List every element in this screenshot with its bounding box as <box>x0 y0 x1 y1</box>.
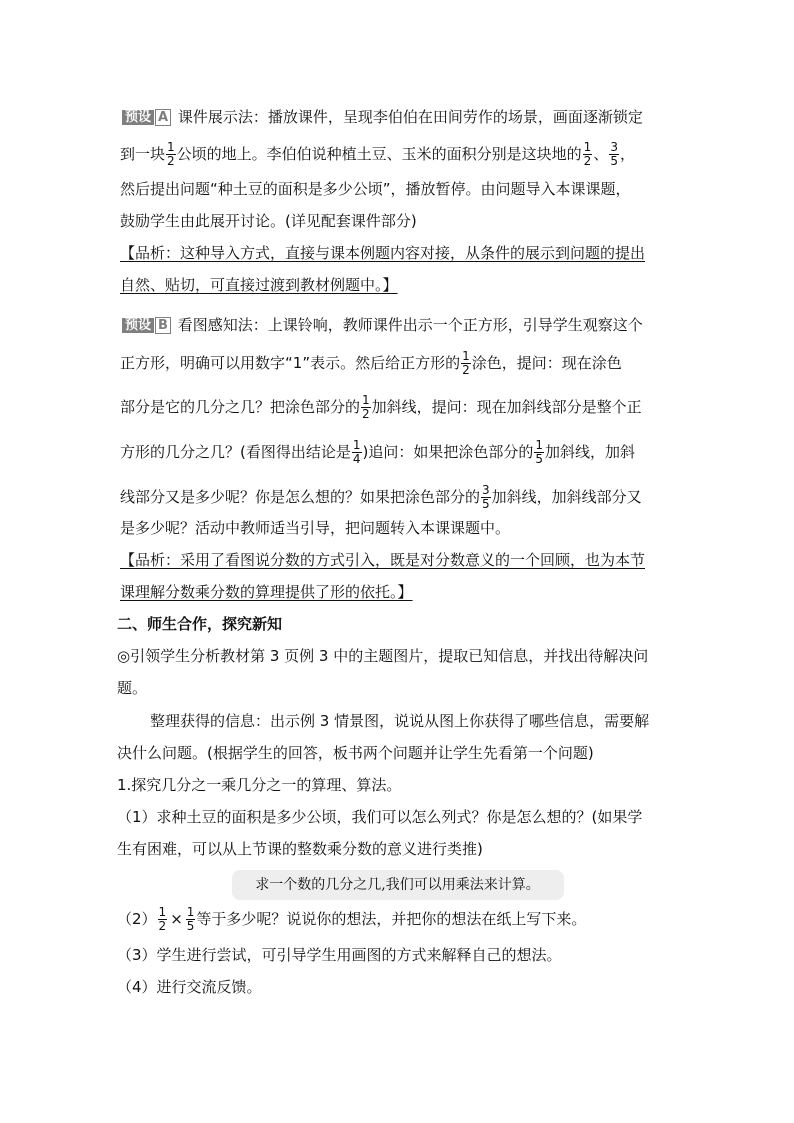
text: 二、师生合作，探究新知 <box>117 615 283 633</box>
preset-b-line-6 <box>120 518 510 538</box>
fraction <box>352 439 362 466</box>
denominator: 2 <box>462 363 470 377</box>
denominator: 5 <box>610 154 618 168</box>
paragraph-1-line-1 <box>117 646 648 666</box>
text: 正方形，明确可以用数字“1”表示。然后给正方形的 <box>120 354 461 372</box>
preset-b-line-4 <box>120 439 635 466</box>
fraction <box>361 394 371 421</box>
numerator: 1 <box>583 140 592 154</box>
text: 、 <box>593 145 609 163</box>
sub-item-3 <box>117 945 562 965</box>
preset-label: 预设 <box>122 318 154 333</box>
preset-b-line-2 <box>120 350 622 377</box>
fraction <box>609 141 619 168</box>
sub-item-1-line-2 <box>117 839 483 859</box>
text: 题。 <box>117 679 148 697</box>
preset-b-line-3 <box>120 394 642 421</box>
denominator: 4 <box>352 452 361 466</box>
numerator: 1 <box>535 438 543 452</box>
preset-letter: A <box>155 109 171 126</box>
numerator: 1 <box>462 349 470 363</box>
denominator: 5 <box>535 452 543 466</box>
text: 线部分又是多少呢？你是怎么想的？如果把涂色部分的 <box>120 488 481 506</box>
denominator: 2 <box>158 919 167 933</box>
text: 等于多少呢？说说你的想法，并把你的想法在纸上写下来。 <box>196 910 587 928</box>
sub-item-1-line-1 <box>117 807 642 827</box>
fraction <box>481 484 491 511</box>
preset-b-line-5 <box>120 484 642 511</box>
text: （4）进行交流反馈。 <box>117 978 262 996</box>
numerator: 3 <box>482 483 490 497</box>
denominator: 2 <box>362 407 370 421</box>
fraction <box>166 141 176 168</box>
callout-wrapper <box>120 860 675 900</box>
analysis-b-line-1 <box>120 550 645 570</box>
text: 【品析：采用了看图说分数的方式引入，既是对分数意义的一个回顾，也为本节 <box>120 551 646 569</box>
text: 是多少呢？活动中教师适当引导，把问题转入本课课题中。 <box>120 519 511 537</box>
analysis-b-line-2 <box>120 582 413 602</box>
callout-box: 求一个数的几分之几,我们可以用乘法来计算。 <box>232 870 564 900</box>
preset-a-line-2 <box>120 141 635 168</box>
denominator: 2 <box>583 154 592 168</box>
text: 【品析：这种导入方式，直接与课本例题内容对接，从条件的展示到问题的提出 <box>120 244 646 262</box>
preset-letter: B <box>155 317 171 334</box>
text: 部分是它的几分之几？把涂色部分的 <box>120 398 361 416</box>
text: 涂色，提问：现在涂色 <box>471 354 622 372</box>
numerator: 3 <box>610 140 618 154</box>
text: 决什么问题。(根据学生的回答，板书两个问题并让学生先看第一个问题) <box>117 744 594 762</box>
list-item-1 <box>117 775 401 795</box>
preset-a-line-3 <box>120 179 631 199</box>
text: 课理解分数乘分数的算理提供了形的依托。】 <box>120 583 413 601</box>
preset-a-line-1 <box>120 107 643 127</box>
numerator: 1 <box>362 393 370 407</box>
preset-a-tag <box>120 110 173 126</box>
text: 到一块 <box>120 145 166 163</box>
fraction <box>158 906 168 933</box>
text: （3）学生进行尝试，可引导学生用画图的方式来解释自己的想法。 <box>117 946 562 964</box>
text: 加斜线，提问：现在加斜线部分是整个正 <box>371 398 642 416</box>
text: 自然、贴切，可直接过渡到教材例题中。】 <box>120 276 398 294</box>
preset-b-tag <box>120 318 173 334</box>
denominator: 5 <box>482 497 490 511</box>
denominator: 5 <box>186 919 195 933</box>
analysis-a-line-2 <box>120 275 398 295</box>
sub-item-2 <box>117 906 586 933</box>
sub-item-4 <box>117 977 262 997</box>
paragraph-2-line-2 <box>117 743 594 763</box>
text: （1）求种土豆的面积是多少公顷，我们可以怎么列式？你是怎么想的？(如果学 <box>117 808 643 826</box>
text: 加斜线，加斜 <box>545 443 636 461</box>
fraction <box>186 906 196 933</box>
text: 公顷的地上。李伯伯说种植土豆、玉米的面积分别是这块地的 <box>176 145 582 163</box>
text: 加斜线，加斜线部分又 <box>491 488 642 506</box>
text: ， <box>619 145 635 163</box>
text: 看图感知法：上课铃响，教师课件出示一个正方形，引导学生观察这个 <box>177 316 643 334</box>
numerator: 1 <box>158 905 167 919</box>
text: 鼓励学生由此展开讨论。(详见配套课件部分) <box>120 212 417 230</box>
text: 然后提出问题“种土豆的面积是多少公顷”，播放暂停。由问题导入本课课题， <box>120 180 631 198</box>
preset-b-line-1 <box>120 315 643 335</box>
text: 生有困难，可以从上节课的整数乘分数的意义进行类推) <box>117 840 483 858</box>
text: 1.探究几分之一乘几分之一的算理、算法。 <box>117 776 402 794</box>
numerator: 1 <box>352 438 361 452</box>
text: 方形的几分之几？(看图得出结论是 <box>120 443 351 461</box>
text: )追问：如果把涂色部分的 <box>362 443 534 461</box>
preset-label: 预设 <box>122 110 154 125</box>
denominator: 2 <box>167 154 175 168</box>
text: 课件展示法：播放课件，呈现李伯伯在田间劳作的场景，画面逐渐锁定 <box>177 108 643 126</box>
section-heading <box>117 614 282 634</box>
fraction <box>534 439 544 466</box>
text: 整理获得的信息：出示例 3 情景图，说说从图上你获得了哪些信息，需要解 <box>150 712 650 730</box>
paragraph-2-line-1 <box>150 711 649 731</box>
fraction <box>583 141 593 168</box>
numerator: 1 <box>186 905 195 919</box>
preset-a-line-4 <box>120 211 417 231</box>
text: （2） <box>117 910 157 928</box>
paragraph-1-line-2 <box>117 678 147 698</box>
text: ◎引领学生分析教材第 3 页例 3 中的主题图片，提取已知信息，并找出待解决问 <box>117 647 649 665</box>
times-sign: × <box>170 910 183 928</box>
fraction <box>461 350 471 377</box>
numerator: 1 <box>167 140 175 154</box>
analysis-a-line-1 <box>120 243 645 263</box>
